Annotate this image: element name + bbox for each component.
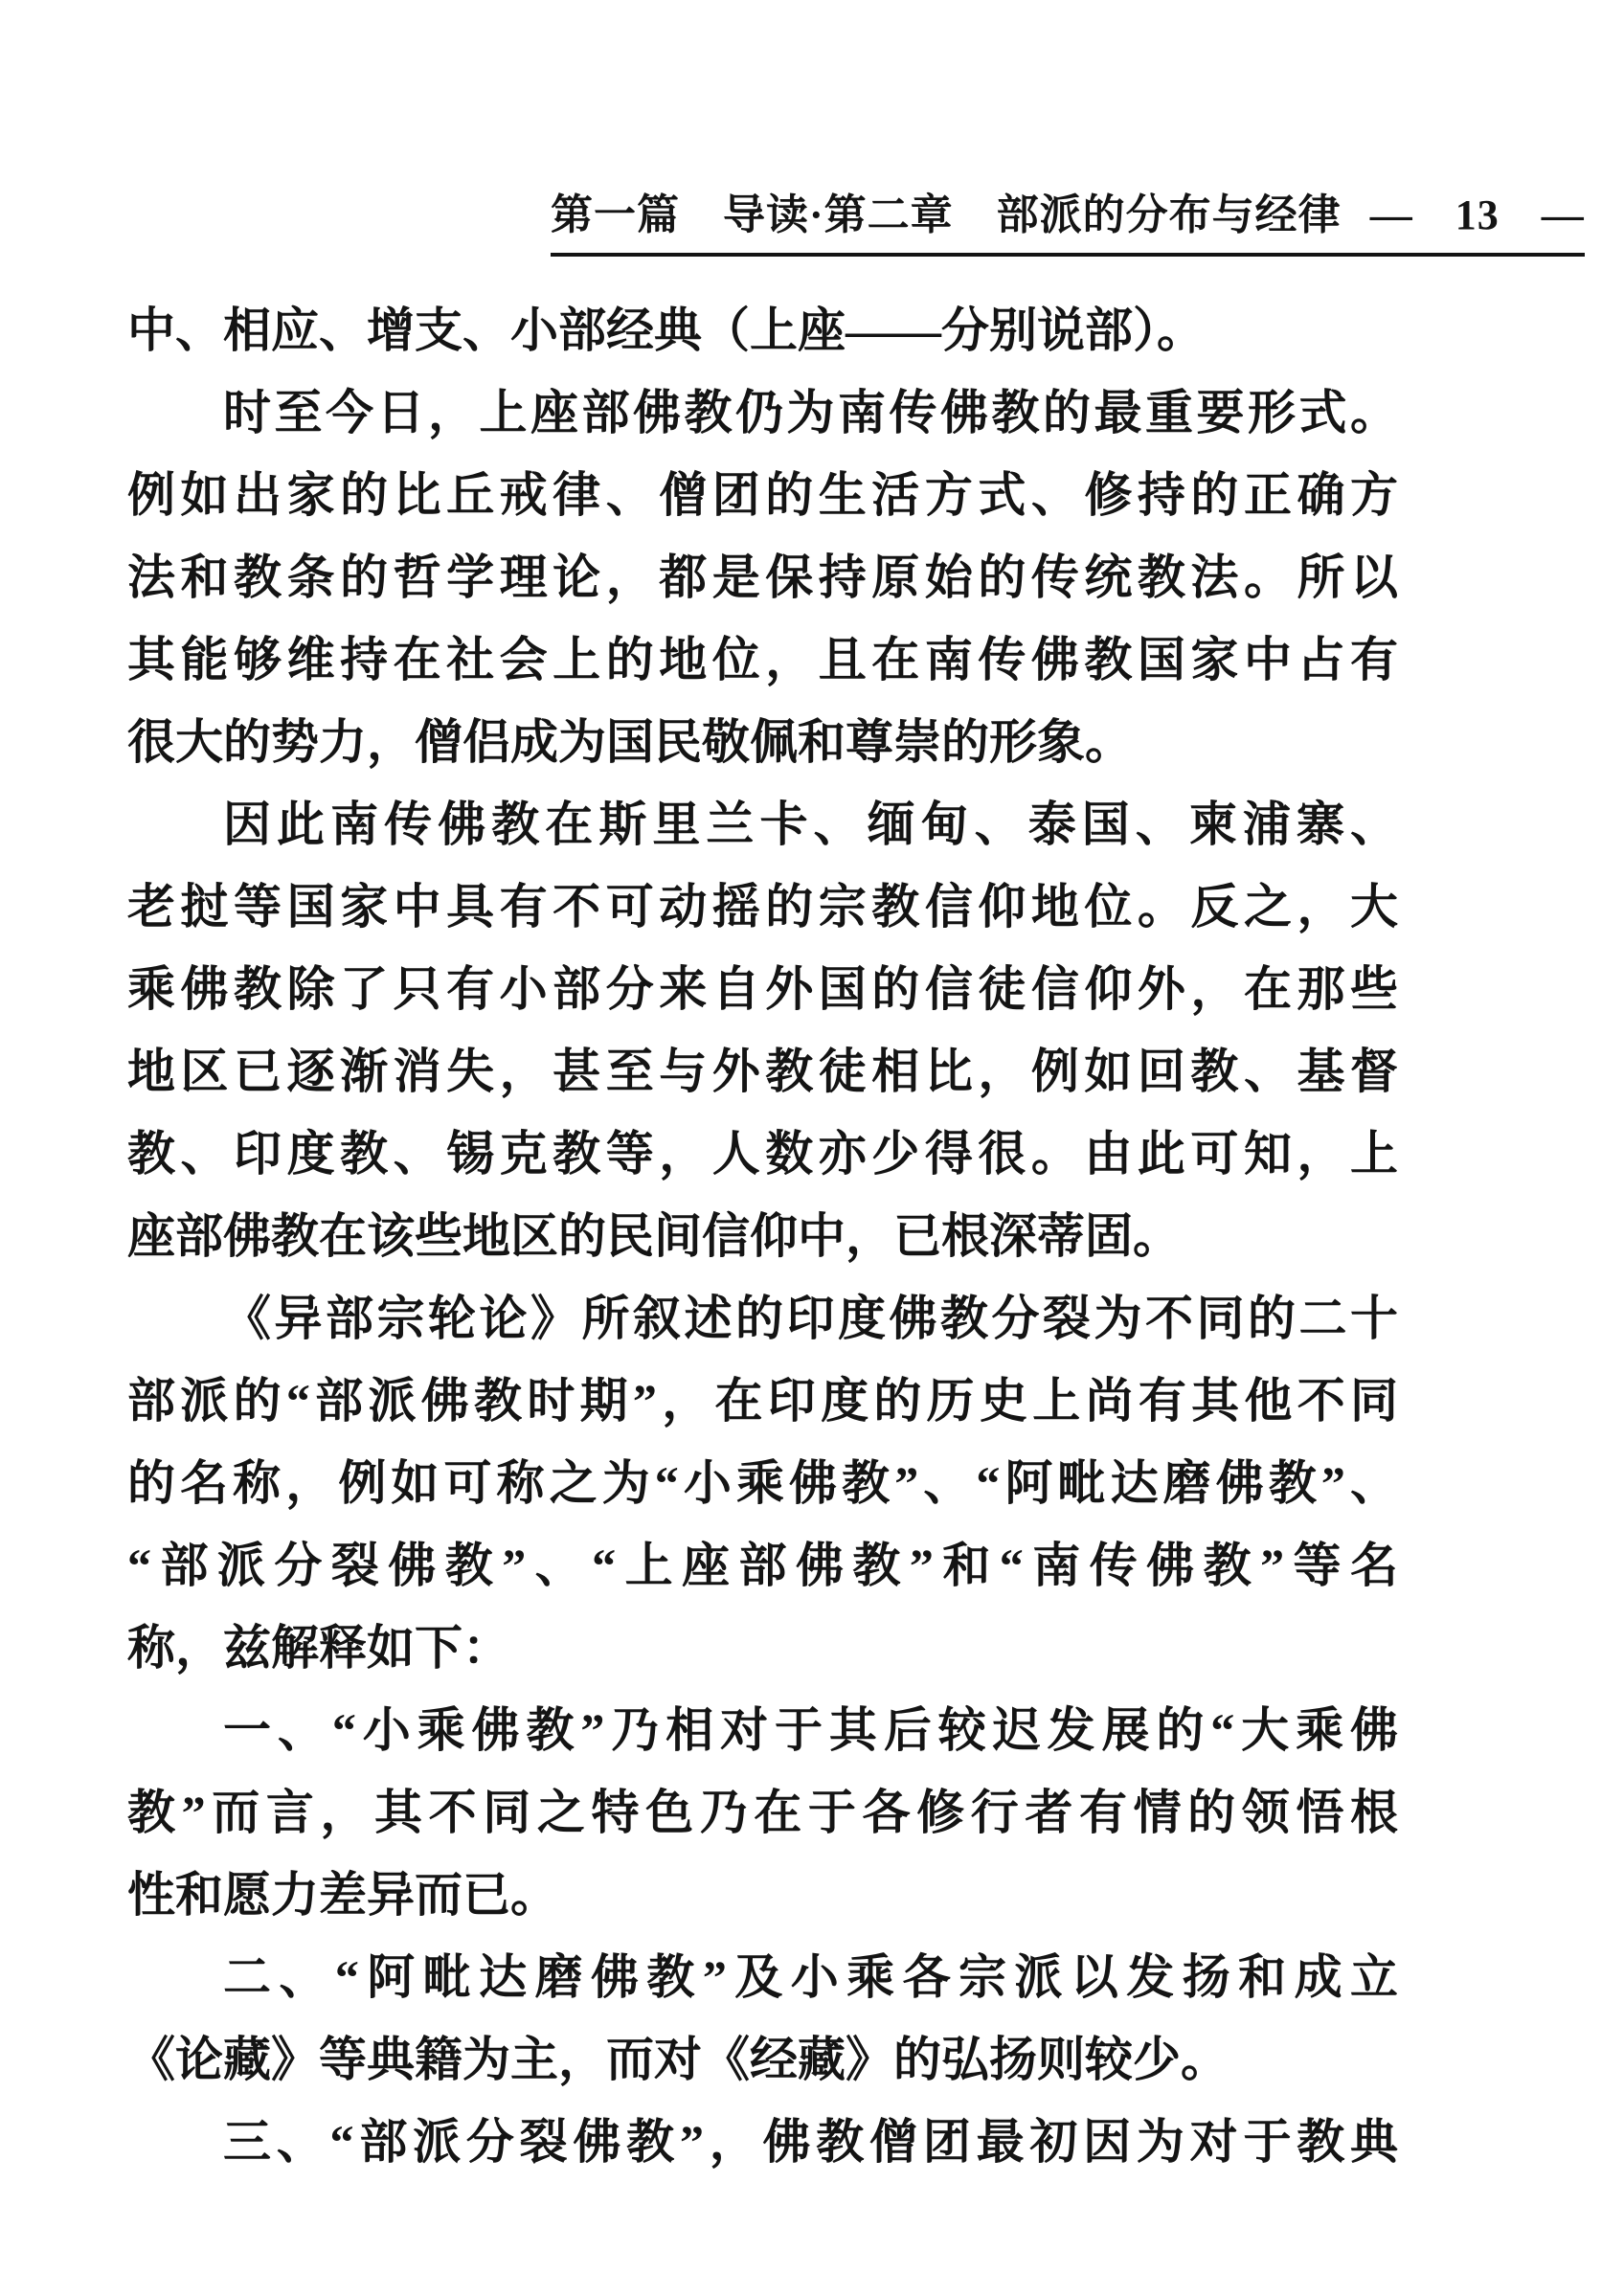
text-line: 一、“小乘佛教”乃相对于其后较迟发展的“大乘佛 [223,1703,1398,1757]
header-dash-right: — [1541,191,1585,238]
text-line: 时至今日，上座部佛教仍为南传佛教的最重要形式。 [223,386,1398,439]
text-line: 很大的势力，僧侣成为国民敬佩和尊崇的形象。 [127,715,1133,769]
text-line: 性和愿力差异而已。 [127,1868,558,1922]
text-line: 例如出家的比丘戒律、僧团的生活方式、修持的正确方 [127,468,1398,522]
text-line: 教、印度教、锡克教等，人数亦少得很。由此可知，上 [127,1127,1398,1181]
text-line: “部派分裂佛教”、“上座部佛教”和“南传佛教”等名 [127,1539,1398,1592]
text-line: 教”而言，其不同之特色乃在于各修行者有情的领悟根 [127,1786,1398,1839]
header-title: 第一篇 导读·第二章 部派的分布与经律 [551,191,1342,238]
text-line: 其能够维持在社会上的地位，且在南传佛教国家中占有 [127,633,1398,686]
text-line: 因此南传佛教在斯里兰卡、缅甸、泰国、柬浦寨、 [223,798,1398,851]
text-line: 称，兹解释如下： [127,1621,510,1675]
text-line: 三、“部派分裂佛教”，佛教僧团最初因为对于教典 [223,2115,1398,2169]
text-line: 法和教条的哲学理论，都是保持原始的传统教法。所以 [127,551,1398,604]
text-line: 座部佛教在该些地区的民间信仰中，已根深蒂固。 [127,1209,1181,1263]
body-text [127,289,1398,2183]
text-line: 的名称，例如可称之为“小乘佛教”、“阿毗达磨佛教”、 [127,1456,1398,1510]
running-header [551,180,1585,257]
text-line: 《异部宗轮论》所叙述的印度佛教分裂为不同的二十 [223,1292,1398,1345]
header-dash-left: — [1369,191,1413,238]
text-line: 《论藏》等典籍为主，而对《经藏》的弘扬则较少。 [127,2033,1229,2086]
text-line: 地区已逐渐消失，甚至与外教徒相比，例如回教、基督 [127,1045,1398,1098]
text-line: 二、“阿毗达磨佛教”及小乘各宗派以发扬和成立 [223,1950,1398,2004]
text-line: 部派的“部派佛教时期”，在印度的历史上尚有其他不同 [127,1374,1398,1428]
text-line: 老挝等国家中具有不可动摇的宗教信仰地位。反之，大 [127,880,1398,934]
text-line: 中、相应、增支、小部经典（上座——分别说部）。 [127,304,1205,357]
text-line: 乘佛教除了只有小部分来自外国的信徒信仰外，在那些 [127,962,1398,1016]
page-number: 13 [1455,191,1500,238]
